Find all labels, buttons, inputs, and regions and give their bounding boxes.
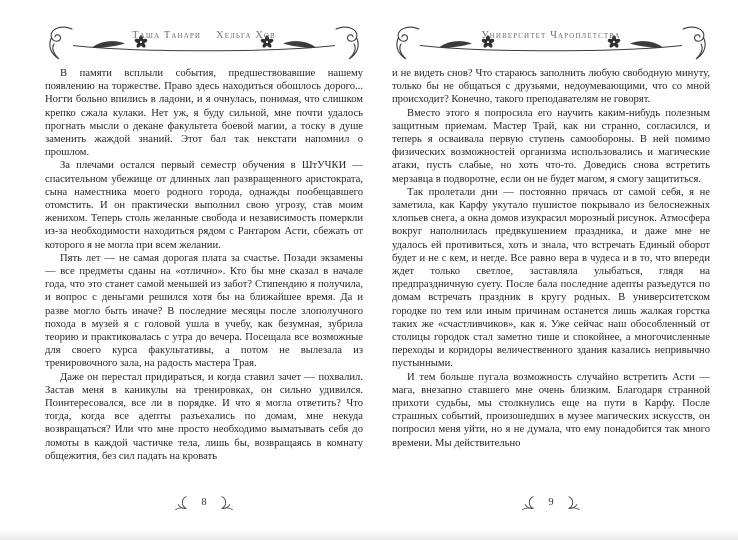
page-left (45, 22, 363, 512)
author-name-2: Хельга Хов (216, 30, 276, 41)
page-footer-right (392, 492, 710, 512)
page-number-left: 8 (201, 496, 207, 508)
running-head-title (392, 30, 710, 41)
page-text-left (45, 67, 363, 491)
page-header-left (45, 22, 363, 62)
page-number-flourish-icon (565, 495, 582, 510)
header-flourish-icon (45, 22, 363, 62)
paragraph: И тем больше пугала возможность случайно встретить Асти — мага, внезапно ставшего мне очень близким. Благодаря странной прихоти судьбы, мы столкнулись еще на пути в Карфу. После страшных событий, произошедших в музее магических искусств, он попросил меня уйти, но я не думала, что ему понадобится так много времени. Мы действительно (392, 371, 710, 449)
book-title: Университет Чароплетства (481, 30, 621, 41)
running-head-authors (45, 30, 363, 41)
page-number-right: 9 (548, 496, 554, 508)
header-flourish-icon (392, 22, 710, 62)
paragraph: Даже он перестал придираться, и когда ставил зачет — похвалил. Застав меня в каникулы на тренировках, он сильно удивился. Поинтересовался, все ли в порядке. И что я могла ответить? Что тогда, когда все адепты разъехались по домам, мне некуда возвращаться? Или что мне просто необходимо выматывать себя до ломоты в каждой частичке тела, лишь бы, возвращаясь в комнату общежития, без сил падать на кровать (45, 371, 363, 462)
page-number-flourish-icon (520, 495, 537, 510)
page-number-flourish-icon (218, 495, 235, 510)
paragraph: В памяти всплыли события, предшествовавшие нашему появлению на торжестве. Право здесь находиться обошлось дорого... Ногти больно впились в ладони, и я очнулась, понимая, что слишком крепко сжала кулаки. Нет уж, я буду сильной, мне почти удалось прогнать мысли о декане факультета боевой магии, а тоску в душе заменить жаждой знаний. Этот бал так некстати напомнил о прошлом. (45, 68, 363, 159)
page-footer-left (45, 492, 363, 512)
paragraph: За плечами остался первый семестр обучения в ШтУЧКИ — спасительном убежище от длинных лап развращенного аристократа, сына наместника моего родного города, однажды пообещавшего отомстить. И он практически выполнил свою угрозу, став моим женихом. Теперь столь желанные свобода и независимость померкли из-за необходимости находиться рядом с Рантаром Асти, сбежать от которого я не могла при всем желании. (45, 160, 363, 251)
paragraph: и не видеть снов? Что стараюсь заполнить любую свободную минуту, только бы не общаться с друзьями, недоумевающими, что со мной происходит? Конечно, такого преподавателям не говорят. (392, 68, 710, 106)
page-text-right (392, 67, 710, 491)
paragraph: Так пролетали дни — постоянно прячась от самой себя, я не заметила, как Карфу укутало пушистое покрывало из белоснежных хлопьев снега, а окна домов изукрасил морозный рисунок. Атмосфера вокруг наполнилась предвкушением праздника, и даже мне не удалось ей противиться, хоть и знала, что встречать Единый оборот будет и не с кем, и негде. Все равно вера в чудеса и в то, что впереди ждет только светлое, заставляла улыбаться, глядя на предпраздничную суету. После бала последние адепты разъедутся по домам встречать праздник в кругу родных. В университетском городке по тем или иным причинам останется лишь жалкая горстка таких же «счастливчиков», как я. Уже сейчас наш обособленный от столицы городок стал заметно тише и спокойнее, а многочисленные переходы и коридоры величественного здания казались непривычно пустынными. (392, 186, 710, 370)
paragraph: Вместо этого я попросила его научить каким-нибудь полезным защитным приемам. Мастер Трай, как ни странно, согласился, и теперь я осваивала первую ступень самообороны. В ней помимо физических возможностей организма использовались и магические атаки, пусть слабые, но хоть что-то. Доведись снова встретить мерзавца в подворотне, если он не будет магом, я смогу защититься. (392, 107, 710, 185)
author-name-1: Таша Танари (132, 30, 202, 41)
page-right (392, 22, 710, 512)
paragraph: Пять лет — не самая дорогая плата за счастье. Позади экзамены — все предметы сданы на «отлично». Кто бы мне сказал в начале года, что это станет самой меньшей из забот? Стипендию я получила, и вопрос с деньгами решился хотя бы на ближайшее время. Да и разве могло быть иначе? В последние месяцы после злополучного похода в музей я с головой ушла в учебу, как безумная, зубрила теорию и практиковалась с утра до вечера. Посещала все возможные для своего курса факультативы, а потом не вылезала из тренировочного зала, на радость мастера Трая. (45, 252, 363, 370)
page-header-right (392, 22, 710, 62)
bottom-edge-shadow (0, 529, 738, 540)
page-number-flourish-icon (173, 495, 190, 510)
